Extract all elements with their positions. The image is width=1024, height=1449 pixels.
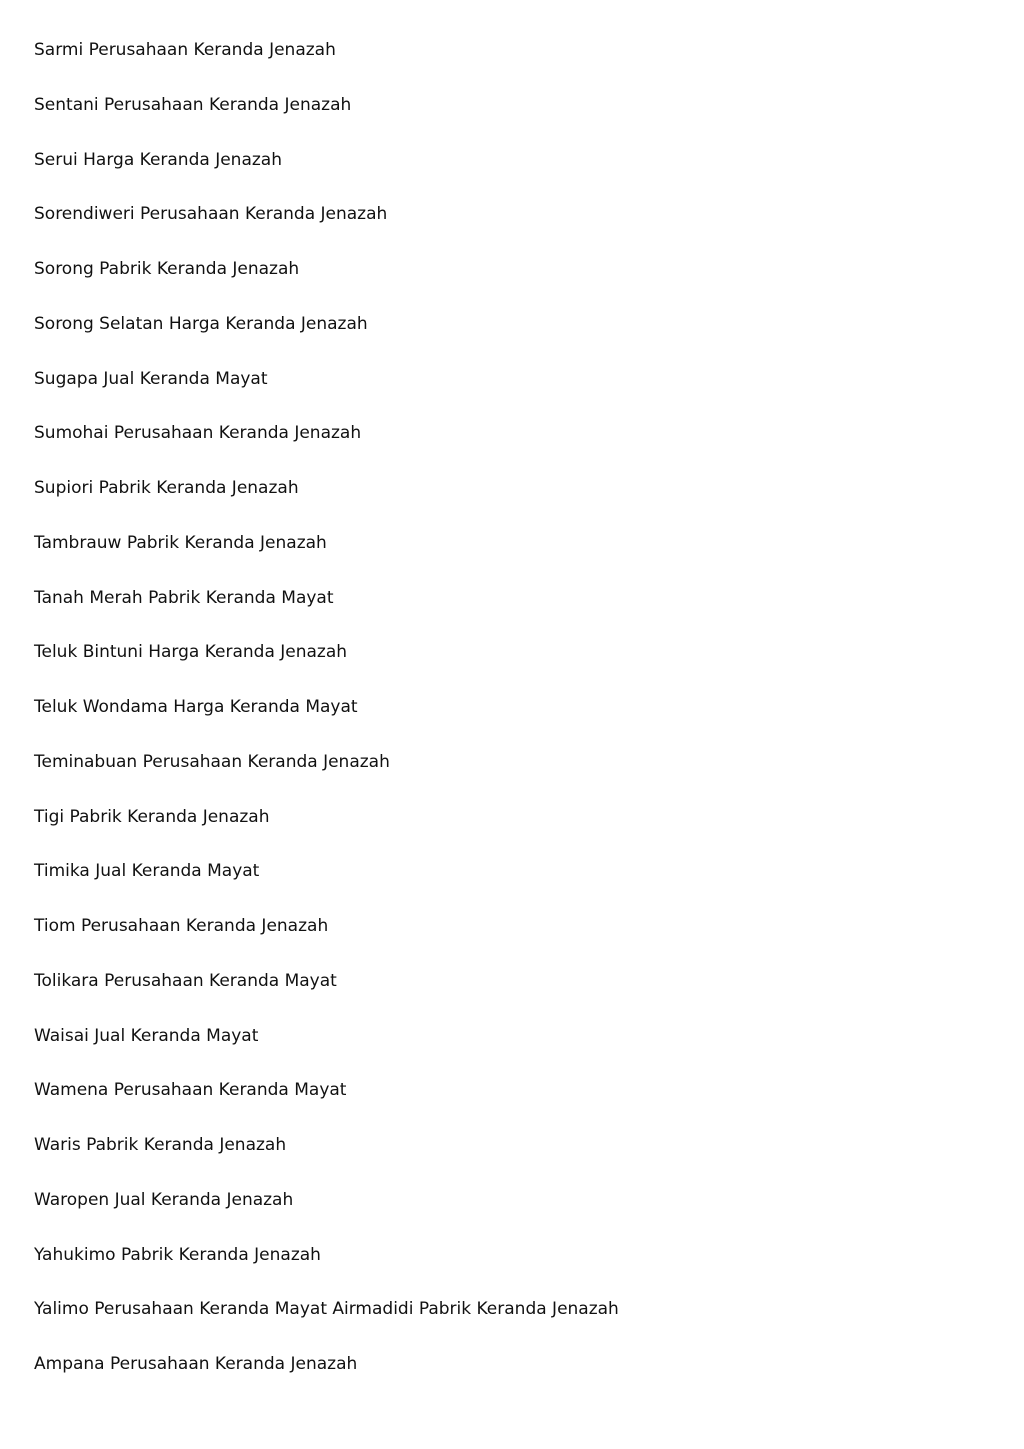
text-line: Teminabuan Perusahaan Keranda Jenazah <box>34 751 390 772</box>
text-line: Teluk Bintuni Harga Keranda Jenazah <box>34 642 348 663</box>
text-line: Yalimo Perusahaan Keranda Mayat Airmadidi Pabrik Keranda Jenazah <box>34 1299 619 1320</box>
text-line: Timika Jual Keranda Mayat <box>34 861 260 882</box>
text-line: Tolikara Perusahaan Keranda Mayat <box>34 970 337 991</box>
text-line: Tiom Perusahaan Keranda Jenazah <box>34 916 329 936</box>
text-line: Tigi Pabrik Keranda Jenazah <box>34 806 270 827</box>
text-line: Tanah Merah Pabrik Keranda Mayat <box>34 587 334 608</box>
text-line: Ampana Perusahaan Keranda Jenazah <box>34 1354 358 1374</box>
text-line: Wamena Perusahaan Keranda Mayat <box>34 1080 347 1101</box>
text-line: Sorong Pabrik Keranda Jenazah <box>34 259 300 279</box>
text-line: Tambrauw Pabrik Keranda Jenazah <box>34 532 327 553</box>
text-line: Yahukimo Pabrik Keranda Jenazah <box>34 1244 321 1265</box>
text-line: Sorong Selatan Harga Keranda Jenazah <box>34 313 368 334</box>
text-line: Waropen Jual Keranda Jenazah <box>34 1189 294 1210</box>
text-line: Waris Pabrik Keranda Jenazah <box>34 1135 287 1155</box>
text-line: Serui Harga Keranda Jenazah <box>34 149 282 170</box>
text-line: Sumohai Perusahaan Keranda Jenazah <box>34 423 362 444</box>
text-line: Waisai Jual Keranda Mayat <box>34 1025 259 1046</box>
text-lines <box>34 36 994 1405</box>
text-line: Supiori Pabrik Keranda Jenazah <box>34 478 299 498</box>
text-line: Sugapa Jual Keranda Mayat <box>34 368 268 389</box>
text-line: Sentani Perusahaan Keranda Jenazah <box>34 94 352 115</box>
text-line: Sorendiweri Perusahaan Keranda Jenazah <box>34 204 388 225</box>
text-line: Teluk Wondama Harga Keranda Mayat <box>34 697 358 717</box>
text-line: Sarmi Perusahaan Keranda Jenazah <box>34 40 336 60</box>
